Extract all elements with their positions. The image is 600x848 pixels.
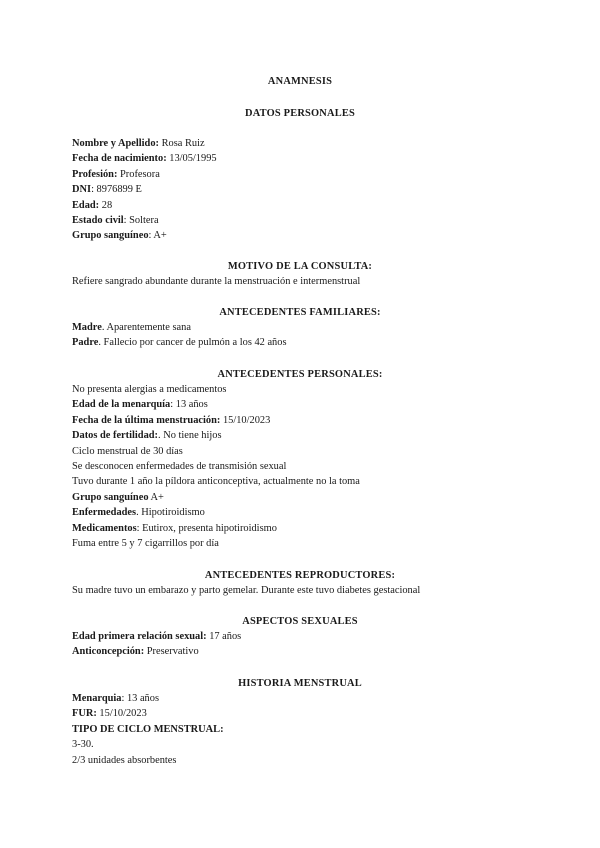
field-value: . Aparentemente sana <box>101 322 191 333</box>
field-row <box>72 382 532 397</box>
field-row <box>72 428 532 443</box>
field-label: Edad de la menarquía <box>72 399 171 411</box>
field-label: Medicamentos <box>72 522 137 534</box>
field-row <box>72 413 532 428</box>
field-value: Profesora <box>117 168 160 180</box>
field-row <box>72 536 532 551</box>
field-value: : A+ <box>148 230 167 242</box>
field-label: Padre <box>72 337 99 349</box>
field-label: Anticoncepción: <box>72 646 145 658</box>
field-value: . No tiene hijos <box>158 430 222 442</box>
field-row <box>72 505 532 520</box>
field-value: : Soltera <box>123 214 159 226</box>
field-row <box>72 644 532 659</box>
field-row <box>72 228 532 243</box>
field-row <box>72 151 532 166</box>
field-row <box>72 182 532 197</box>
sexuales-block <box>72 629 532 660</box>
reproductores-block <box>72 583 532 598</box>
field-label: Fecha de la última menstruación: <box>72 414 221 426</box>
section-heading-datos-personales: DATOS PERSONALES <box>245 108 355 119</box>
field-label: Enfermedades <box>72 507 137 519</box>
field-row <box>72 444 532 459</box>
field-row <box>72 136 532 151</box>
field-label: Grupo sanguíneo <box>72 230 149 242</box>
personales-block <box>72 382 532 551</box>
field-label: DNI <box>72 184 92 196</box>
field-value: 13/05/1995 <box>166 153 217 165</box>
section-heading-sexuales: ASPECTOS SEXUALES <box>242 616 358 627</box>
field-label: Profesión: <box>72 168 118 180</box>
field-value: A+ <box>148 491 164 503</box>
motivo-block <box>72 274 532 289</box>
field-row <box>72 213 532 228</box>
field-value: : 13 años <box>121 693 159 704</box>
field-row <box>72 397 532 412</box>
menstrual-block <box>72 691 532 768</box>
field-value: : 13 años <box>170 399 208 411</box>
field-row <box>72 691 532 706</box>
field-value: 2/3 unidades absorbentes <box>72 754 177 766</box>
field-value: 3-30. <box>72 739 94 751</box>
field-value: : 8976899 E <box>91 184 142 196</box>
field-row <box>72 521 532 536</box>
field-row <box>72 629 532 644</box>
field-row <box>72 753 532 768</box>
field-label: Nombre y Apellido: <box>72 138 159 149</box>
field-row <box>72 320 532 335</box>
field-value: : Eutirox, presenta hipotiroidismo <box>136 522 277 534</box>
field-label: Edad primera relación sexual: <box>72 631 207 642</box>
field-value: Se desconocen enfermedades de transmisión sexual <box>72 460 287 472</box>
datos-personales-block <box>72 136 532 244</box>
field-value: No presenta alergias a medicamentos <box>72 384 227 395</box>
field-value: Preservativo <box>144 646 199 658</box>
field-label: Menarquia <box>72 693 122 704</box>
field-value: . Fallecio por cancer de pulmón a los 42 años <box>98 337 287 349</box>
field-row <box>72 198 532 213</box>
section-heading-motivo: MOTIVO DE LA CONSULTA: <box>227 261 373 272</box>
familiares-block <box>72 320 532 351</box>
field-label: TIPO DE CICLO MENSTRUAL: <box>72 723 224 735</box>
section-heading-menstrual: HISTORIA MENSTRUAL <box>238 678 362 689</box>
field-value: 15/10/2023 <box>220 414 271 426</box>
field-value: 28 <box>99 199 113 211</box>
field-label: Grupo sanguíneo <box>72 491 149 503</box>
field-value: 17 años <box>206 631 242 642</box>
reproductores-text: Su madre tuvo un embarazo y parto gemelar. Durante este tuvo diabetes gestacional <box>72 585 421 596</box>
section-heading-familiares: ANTECEDENTES FAMILIARES: <box>219 307 381 318</box>
field-value: 15/10/2023 <box>96 708 147 720</box>
field-label: FUR: <box>72 708 97 720</box>
field-row <box>72 335 532 350</box>
field-row <box>72 459 532 474</box>
field-label: Madre <box>72 322 102 333</box>
field-label: Edad: <box>72 199 100 211</box>
field-row <box>72 167 532 182</box>
section-heading-personales: ANTECEDENTES PERSONALES: <box>217 369 383 380</box>
motivo-text: Refiere sangrado abundante durante la menstruación e intermenstrual <box>72 276 361 287</box>
field-label: Estado civil <box>72 214 124 226</box>
field-row <box>72 474 532 489</box>
field-row <box>72 706 532 721</box>
field-value: . Hipotiroidismo <box>136 507 205 519</box>
field-value: Rosa Ruiz <box>158 138 205 149</box>
field-row <box>72 737 532 752</box>
field-label: Fecha de nacimiento: <box>72 153 167 165</box>
field-value: Ciclo menstrual de 30 días <box>72 445 183 457</box>
document-title: ANAMNESIS <box>267 76 333 87</box>
section-heading-reproductores: ANTECEDENTES REPRODUCTORES: <box>204 570 396 581</box>
field-row <box>72 722 532 737</box>
field-row <box>72 490 532 505</box>
field-value: Tuvo durante 1 año la píldora anticonceptiva, actualmente no la toma <box>72 476 360 488</box>
field-label: Datos de fertilidad: <box>72 430 159 442</box>
field-value: Fuma entre 5 y 7 cigarrillos por día <box>72 537 219 549</box>
